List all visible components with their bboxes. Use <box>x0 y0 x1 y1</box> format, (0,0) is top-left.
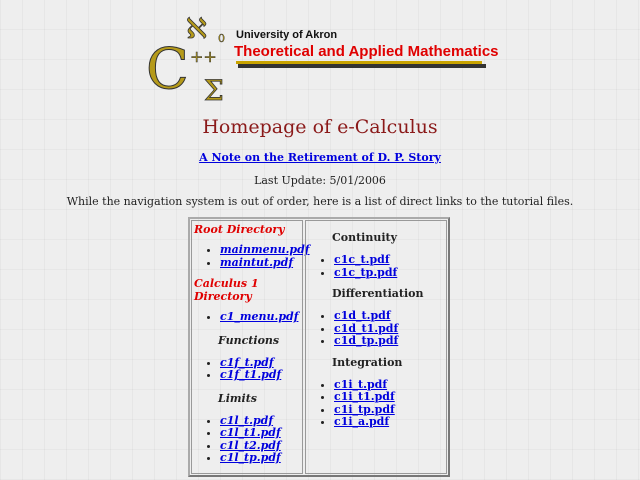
file-link[interactable]: c1c_tp.pdf <box>334 265 398 279</box>
math-logo-icon <box>146 8 234 103</box>
file-link[interactable]: c1i_t.pdf <box>334 377 388 391</box>
functions-heading: Functions <box>218 333 280 347</box>
svg-text:++: ++ <box>190 47 217 66</box>
last-update: Last Update: 5/01/2006 <box>254 174 386 187</box>
svg-text:Σ: Σ <box>204 74 224 103</box>
file-link[interactable]: c1i_tp.pdf <box>334 402 395 416</box>
file-link[interactable]: maintut.pdf <box>220 255 294 269</box>
limits-heading: Limits <box>218 391 258 405</box>
page-title: Homepage of e-Calculus <box>202 116 438 138</box>
right-column <box>305 220 447 474</box>
svg-text:0: 0 <box>218 32 225 45</box>
intro-text: While the navigation system is out of order, here is a list of direct links to the tutorial files. <box>66 195 574 208</box>
department-name: Theoretical and Applied Mathematics <box>234 43 499 60</box>
retirement-note-link[interactable]: A Note on the Retirement of D. P. Story <box>199 151 441 164</box>
file-link[interactable]: c1l_tp.pdf <box>220 451 281 464</box>
file-link[interactable]: c1c_t.pdf <box>334 253 390 266</box>
continuity-heading: Continuity <box>332 231 397 244</box>
file-link[interactable]: c1f_t.pdf <box>220 355 274 369</box>
file-link[interactable]: c1l_t.pdf <box>220 413 274 427</box>
file-link[interactable]: c1i_a.pdf <box>334 415 390 428</box>
file-link[interactable]: c1d_t.pdf <box>334 309 391 322</box>
file-link[interactable]: c1i_t1.pdf <box>334 390 395 403</box>
file-link[interactable]: c1l_t2.pdf <box>220 438 281 452</box>
logo-shadow-bar <box>238 64 486 68</box>
university-name: University of Akron <box>236 29 338 41</box>
differentiation-heading: Differentiation <box>332 287 424 300</box>
svg-text:C: C <box>146 37 189 102</box>
file-link[interactable]: c1_menu.pdf <box>220 310 299 323</box>
file-link[interactable]: c1l_t1.pdf <box>220 426 281 439</box>
calculus-directory-heading: Calculus 1 Directory <box>194 277 259 303</box>
links-table <box>188 217 450 477</box>
svg-text:ℵ: ℵ <box>186 12 207 45</box>
file-link[interactable]: c1f_t1.pdf <box>220 368 282 381</box>
file-link[interactable]: c1d_t1.pdf <box>334 321 399 335</box>
file-link[interactable]: c1d_tp.pdf <box>334 334 399 347</box>
file-link[interactable]: mainmenu.pdf <box>220 243 310 256</box>
left-column <box>191 220 310 474</box>
root-directory-heading: Root Directory <box>194 223 285 236</box>
integration-heading: Integration <box>332 355 403 369</box>
